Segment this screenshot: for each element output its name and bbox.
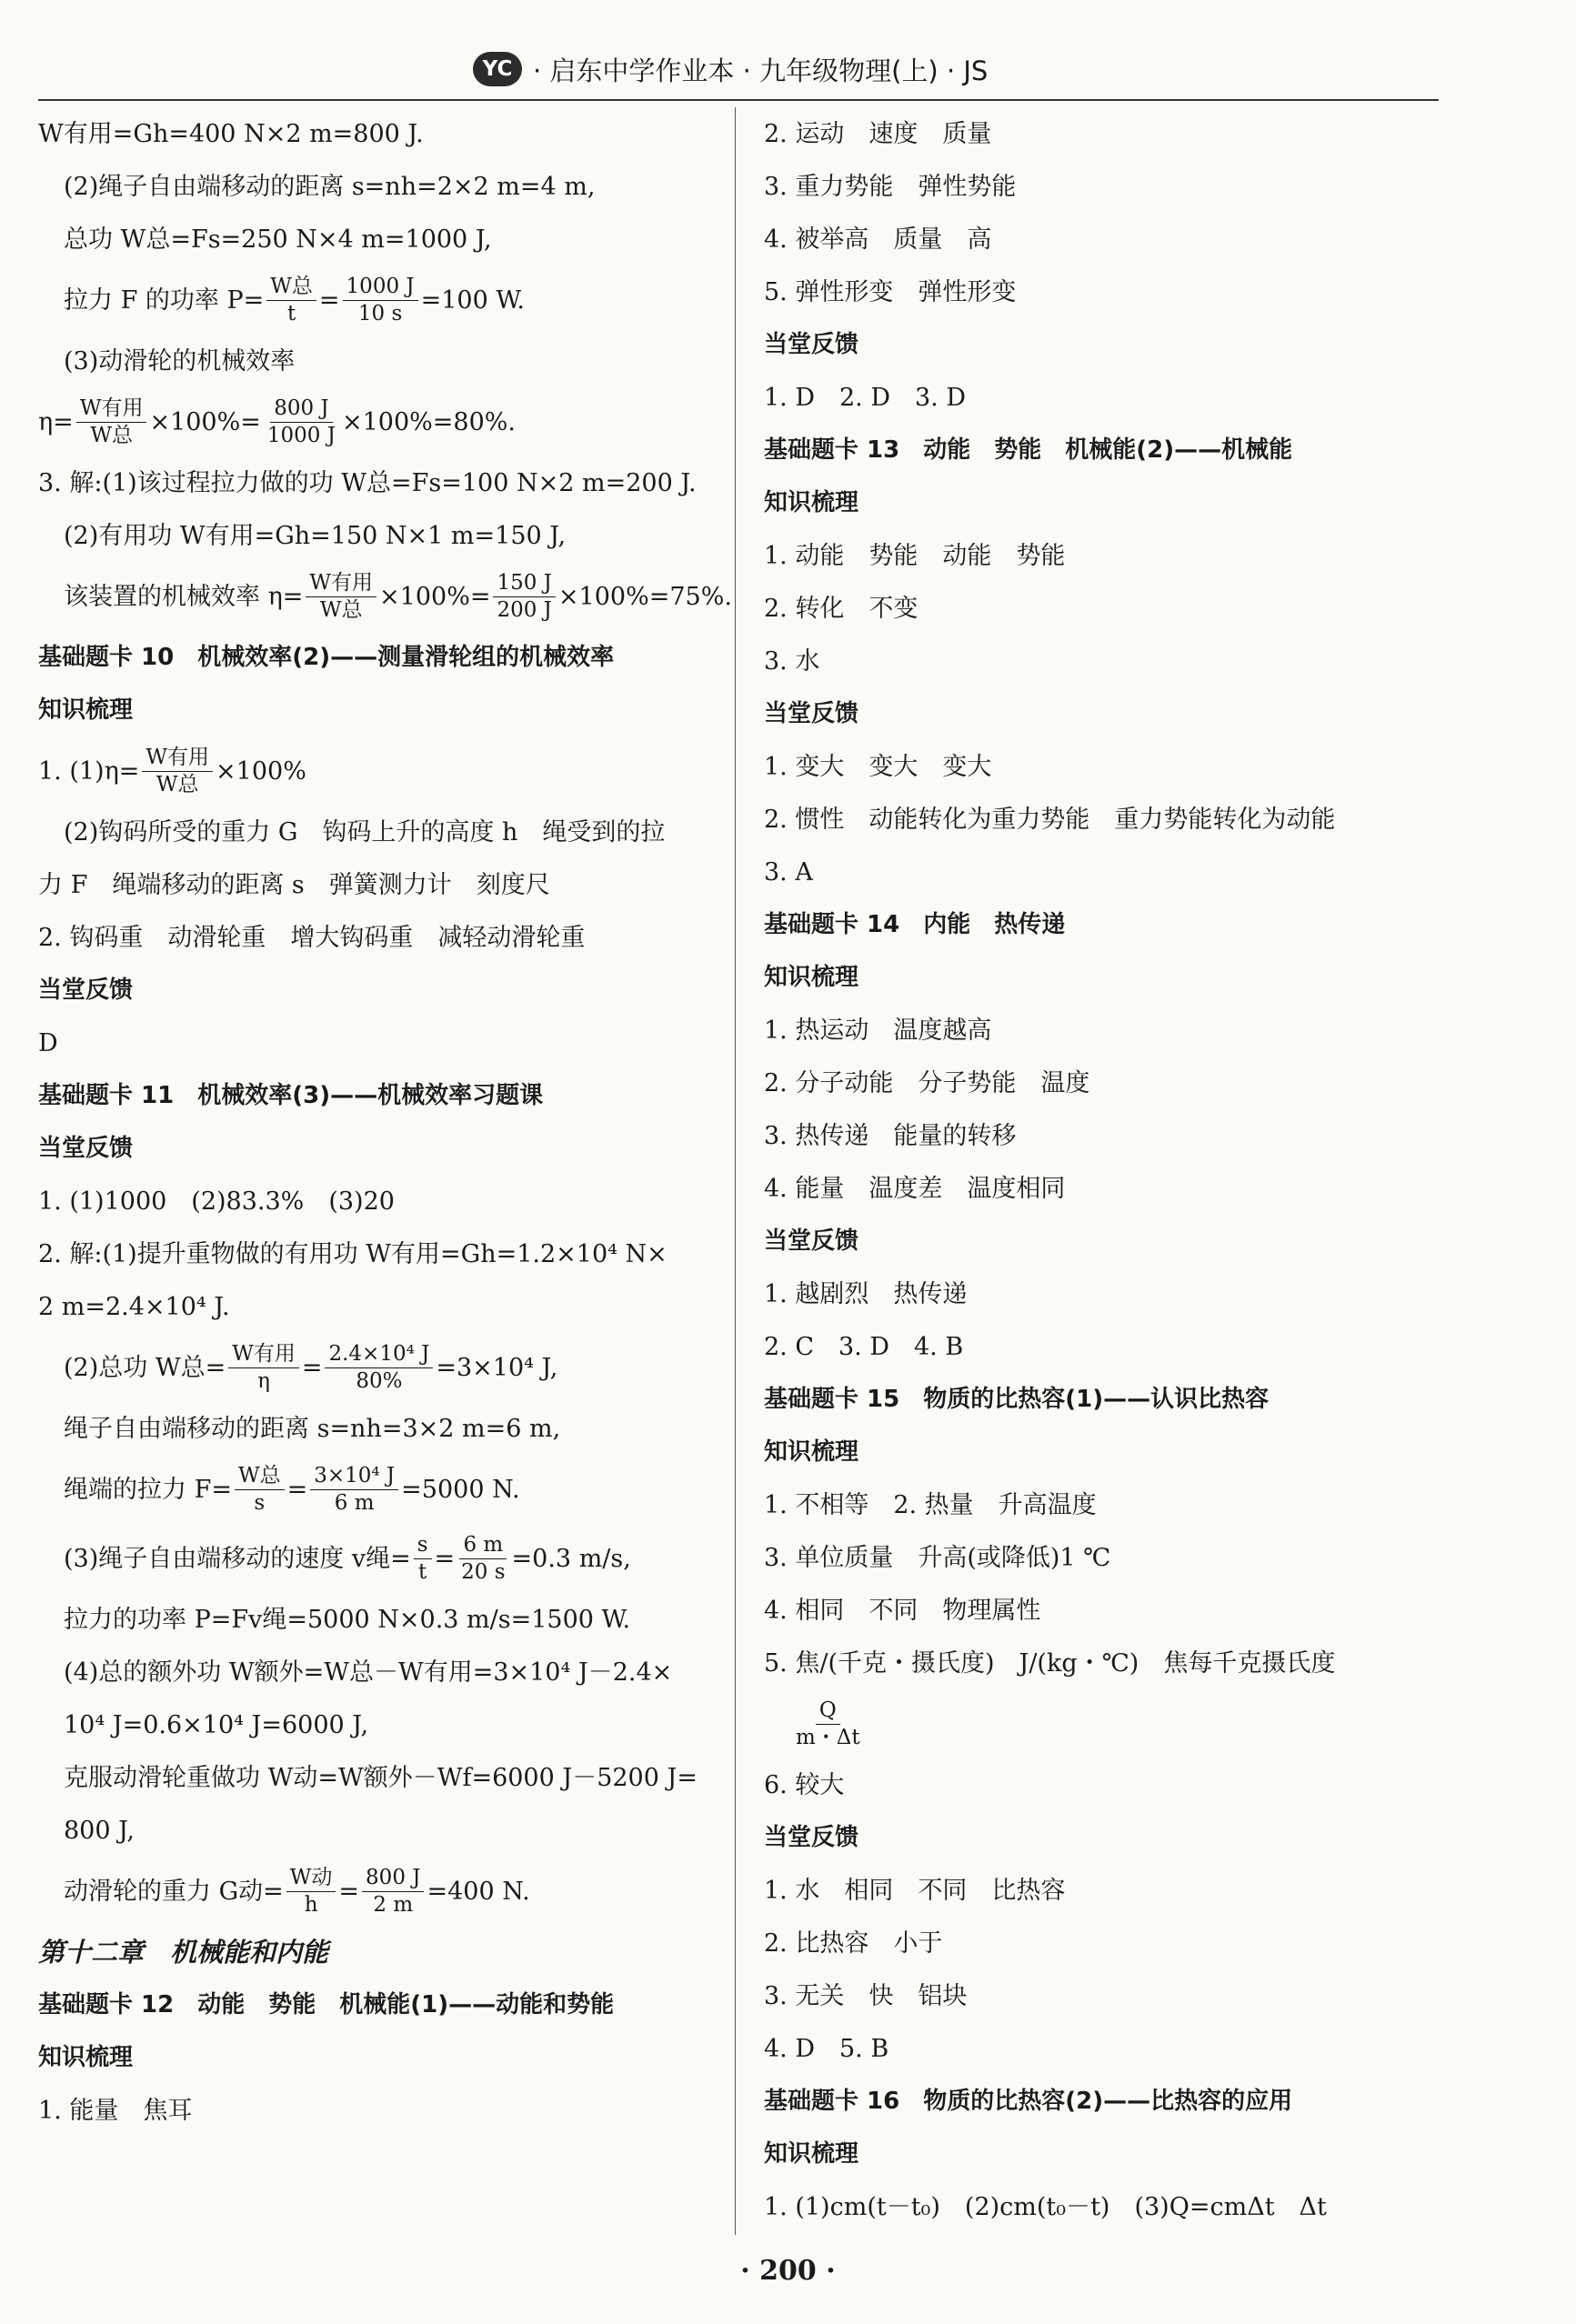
answer-line: 1. 动能 势能 动能 势能 [764, 541, 1066, 570]
subsection-heading: 当堂反馈 [764, 700, 859, 727]
answer-line: W有用=Gh=400 N×2 m=800 J. [38, 119, 424, 148]
answer-line: 1. 越剧烈 热传递 [764, 1279, 968, 1308]
section-heading: 基础题卡 13 动能 势能 机械能(2)——机械能 [764, 436, 1293, 464]
answer-line: 4. 被举高 质量 高 [764, 225, 992, 254]
section-heading: 基础题卡 11 机械效率(3)——机械效率习题课 [38, 1082, 544, 1109]
formula-line: η= $\frac{\text{W有用}}{\text{W总}}$ ×100%= $\frac{800 J}{1000 J}$ ×100%=80%. [38, 396, 516, 447]
section-heading: 基础题卡 14 内能 热传递 [764, 911, 1066, 938]
answer-line: 绳子自由端移动的距离 s=nh=3×2 m=6 m, [64, 1414, 561, 1443]
answer-line: 1. (1)cm(t－t₀) (2)cm(t₀－t) (3)Q=cmΔt Δt [764, 2192, 1327, 2221]
subsection-heading: 知识梳理 [764, 964, 859, 991]
formula-line: (2)总功 W总= $\frac{\text{W有用}}{\eta}$ = $\frac{\text{2.4×10⁴ J}}{80\%}$ =3×10⁴ J, [64, 1342, 558, 1393]
answer-line: 10⁴ J=0.6×10⁴ J=6000 J, [64, 1710, 369, 1739]
answer-line: 3. A [764, 857, 813, 887]
answer-line: 3. 单位质量 升高(或降低)1 ℃ [764, 1543, 1111, 1572]
answer-line: 800 J, [64, 1816, 135, 1845]
answer-line: 3. 解:(1)该过程拉力做的功 W总=Fs=100 N×2 m=200 J. [38, 468, 697, 497]
publisher-logo: YC [473, 52, 522, 86]
answer-line: 3. 热传递 能量的转移 [764, 1121, 1017, 1150]
answer-line: 1. 变大 变大 变大 [764, 752, 992, 781]
section-heading: 基础题卡 12 动能 势能 机械能(1)——动能和势能 [38, 1991, 615, 2018]
answer-line: 3. 无关 快 铝块 [764, 1981, 968, 2010]
answer-line: 5. 弹性形变 弹性形变 [764, 277, 1017, 306]
fraction: $\frac{800 J}{1000 J}$ [266, 396, 336, 447]
answer-line: 5. 焦/(千克・摄氏度) J/(kg・℃) 焦每千克摄氏度 [764, 1648, 1336, 1678]
answer-line: 1. (1)1000 (2)83.3% (3)20 [38, 1187, 395, 1216]
fraction: $\frac{\text{3×10⁴ J}}{6 m}$ [310, 1465, 398, 1513]
answer-line: 克服动滑轮重做功 W动=W额外－Wf=6000 J－5200 J= [64, 1763, 698, 1792]
subsection-heading: 知识梳理 [764, 1438, 859, 1466]
answer-line: 2. 分子动能 分子势能 温度 [764, 1068, 1090, 1097]
answer-line: 总功 W总=Fs=250 N×4 m=1000 J, [64, 225, 492, 254]
page-header [0, 45, 1576, 96]
left-column [38, 107, 732, 2137]
answer-line: 拉力的功率 P=Fv绳=5000 N×0.3 m/s=1500 W. [64, 1605, 631, 1634]
subsection-heading: 当堂反馈 [764, 1824, 859, 1851]
subsection-heading: 当堂反馈 [764, 1227, 859, 1255]
chapter-heading: 第十二章 机械能和内能 [38, 1936, 329, 1968]
fraction: $\frac{\text{W总}}{s}$ [235, 1465, 285, 1513]
subsection-heading: 知识梳理 [38, 696, 134, 724]
subsection-heading: 当堂反馈 [38, 1135, 134, 1162]
formula-line: 绳端的拉力 F= $\frac{\text{W总}}{s}$ = $\frac{\text{3×10⁴ J}}{6 m}$ =5000 N. [64, 1464, 520, 1515]
fraction: $\frac{\text{W总}}{t}$ [266, 275, 316, 324]
answer-line: 4. 相同 不同 物理属性 [764, 1596, 1041, 1625]
answer-line: 力 F 绳端移动的距离 s 弹簧测力计 刻度尺 [38, 870, 550, 899]
subsection-heading: 知识梳理 [38, 2044, 134, 2071]
answer-line: 2. 比热容 小于 [764, 1928, 943, 1958]
right-column [764, 107, 1455, 2233]
subsection-heading: 知识梳理 [764, 2140, 859, 2168]
answer-line: 1. D 2. D 3. D [764, 383, 966, 412]
fraction: $\frac{6 m}{20 s}$ [461, 1533, 506, 1584]
answer-line: 3. 水 [764, 646, 820, 676]
fraction: $\frac{1000 J}{10 s}$ [343, 275, 418, 324]
answer-line: 1. 热运动 温度越高 [764, 1016, 992, 1045]
fraction: $\frac{\text{W有用}}{\text{W总}}$ [142, 746, 213, 795]
answer-line: (2)有用功 W有用=Gh=150 N×1 m=150 J, [64, 521, 567, 550]
formula-line: 1. (1)η= $\frac{\text{W有用}}{\text{W总}}$ ×100% [38, 746, 306, 796]
fraction: $\frac{Q}{m・\Delta t}$ [796, 1698, 860, 1749]
answer-line: 2. 钩码重 动滑轮重 增大钩码重 减轻动滑轮重 [38, 923, 586, 952]
answer-line: 1. 水 相同 不同 比热容 [764, 1876, 1066, 1905]
answer-line: 4. 能量 温度差 温度相同 [764, 1174, 1066, 1203]
formula-line: (3)绳子自由端移动的速度 v绳= $\frac{s}{t}$ = $\frac{6 m}{20 s}$ =0.3 m/s, [64, 1533, 631, 1584]
subsection-heading: 当堂反馈 [764, 331, 859, 358]
header-title: · 启东中学作业本 · 九年级物理(上) · JS [533, 55, 989, 86]
section-heading: 基础题卡 15 物质的比热容(1)——认识比热容 [764, 1386, 1270, 1413]
section-heading: 基础题卡 10 机械效率(2)——测量滑轮组的机械效率 [38, 644, 615, 671]
column-divider [735, 107, 736, 2235]
answer-line: 4. D 5. B [764, 2034, 889, 2063]
formula-line: 动滑轮的重力 G动= $\frac{\text{W动}}{h}$ = $\frac{800 J}{2 m}$ =400 N. [64, 1866, 530, 1917]
page-number: · 200 · [740, 2255, 836, 2287]
subsection-heading: 当堂反馈 [38, 977, 134, 1004]
fraction: $\frac{\text{W动}}{h}$ [286, 1867, 336, 1915]
answer-line: 1. 不相等 2. 热量 升高温度 [764, 1490, 1097, 1519]
formula-line [764, 1689, 1455, 1758]
answer-line: (4)总的额外功 W额外=W总－W有用=3×10⁴ J－2.4× [64, 1658, 673, 1687]
formula-line: 该装置的机械效率 η= $\frac{\text{W有用}}{\text{W总}}$ ×100%= $\frac{150 J}{200 J}$ ×100%=75%. [64, 571, 732, 622]
fraction: $\frac{800 J}{2 m}$ [362, 1867, 424, 1915]
subsection-heading: 知识梳理 [764, 489, 859, 516]
formula-line: 拉力 F 的功率 P= $\frac{\text{W总}}{t}$ = $\frac{1000 J}{10 s}$ =100 W. [64, 275, 525, 326]
answer-line: 1. 能量 焦耳 [38, 2096, 193, 2125]
answer-line: (2)绳子自由端移动的距离 s=nh=2×2 m=4 m, [64, 172, 596, 201]
answer-line: D [38, 1028, 58, 1057]
fraction: $\frac{\text{W有用}}{\text{W总}}$ [306, 572, 376, 620]
answer-line: 6. 较大 [764, 1770, 845, 1799]
answer-line: 2. 惯性 动能转化为重力势能 重力势能转化为动能 [764, 805, 1336, 834]
answer-line: 3. 重力势能 弹性势能 [764, 172, 1017, 201]
answer-line: 2. C 3. D 4. B [764, 1332, 964, 1361]
section-heading: 基础题卡 16 物质的比热容(2)——比热容的应用 [764, 2088, 1293, 2115]
answer-line: 2. 运动 速度 质量 [764, 119, 992, 148]
fraction: $\frac{\text{W有用}}{\eta}$ [228, 1343, 299, 1391]
header-divider [38, 99, 1439, 101]
fraction: $\frac{\text{W有用}}{\text{W总}}$ [76, 397, 147, 446]
fraction: $\frac{s}{t}$ [414, 1534, 432, 1582]
fraction: $\frac{150 J}{200 J}$ [493, 572, 555, 620]
answer-line: 2. 转化 不变 [764, 594, 918, 623]
answer-line: 2 m=2.4×10⁴ J. [38, 1292, 230, 1321]
answer-line: (2)钩码所受的重力 G 钩码上升的高度 h 绳受到的拉 [64, 817, 666, 846]
answer-line: (3)动滑轮的机械效率 [64, 346, 296, 376]
fraction: $\frac{\text{2.4×10⁴ J}}{80\%}$ [325, 1343, 433, 1391]
answer-line: 2. 解:(1)提升重物做的有用功 W有用=Gh=1.2×10⁴ N× [38, 1239, 668, 1268]
